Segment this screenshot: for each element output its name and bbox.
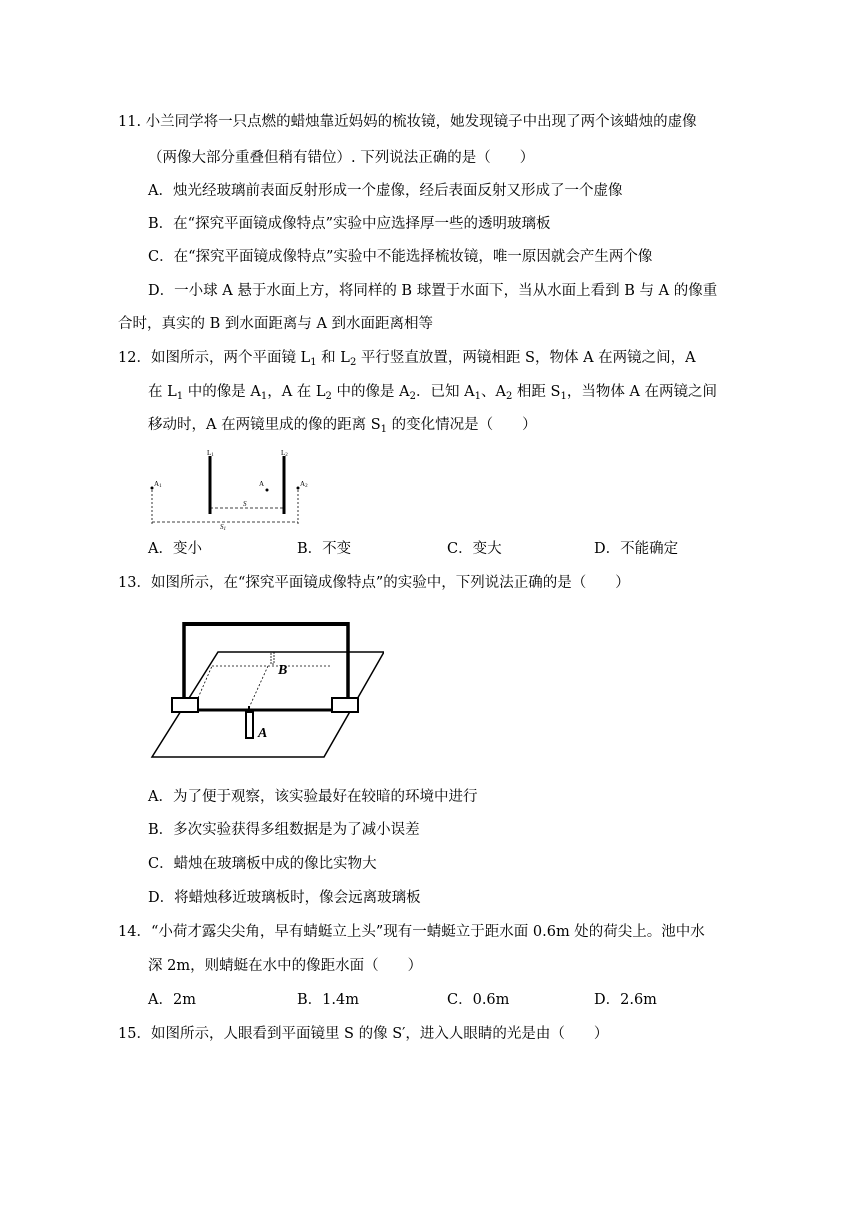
- q13-option-c: C．蜡烛在玻璃板中成的像比实物大: [148, 856, 377, 872]
- q13-option-b: B．多次实验获得多组数据是为了减小误差: [148, 822, 420, 838]
- q11-option-d-line2: 合时，真实的 B 到水面距离与 A 到水面距离相等: [118, 316, 434, 332]
- q14-option-d: D．2.6m: [594, 992, 657, 1008]
- q14-option-a: A．2m: [148, 992, 196, 1008]
- q12-line3: 移动时，A 在两镜里成的像的距离 $S_1$ 的变化情况是（ ）: [148, 417, 537, 435]
- point-a: [266, 489, 269, 492]
- q11-option-a: A．烛光经玻璃前表面反射形成一个虚像，经后表面反射又形成了一个虚像: [148, 183, 623, 199]
- q12-option-c: C．变大: [447, 541, 502, 557]
- q15-line1: 15．如图所示，人眼看到平面镜里 S 的像 S′，进入人眼睛的光是由（ ）: [118, 1026, 609, 1042]
- q11-option-c: C．在“探究平面镜成像特点”实验中不能选择梳妆镜，唯一原因就会产生两个像: [148, 249, 653, 265]
- label-b: B: [278, 663, 288, 678]
- label-a2: A2: [300, 480, 308, 489]
- q11-line2: （两像大部分重叠但稍有错位）. 下列说法正确的是（ ）: [148, 150, 535, 166]
- q12-line1: 12．如图所示，两个平面镜 $L_1$ 和 $L_2$ 平行竖直放置，两镜相距 S，物体 A 在两镜之间，A: [118, 350, 696, 368]
- q13-option-a: A．为了便于观察，该实验最好在较暗的环境中进行: [148, 789, 478, 805]
- q14-option-b: B．1.4m: [297, 992, 359, 1008]
- q11-option-d-line1: D．一小球 A 悬于水面上方，将同样的 B 球置于水面下，当从水面上看到 B 与 A 的像重: [148, 283, 718, 299]
- candle-b: [271, 652, 274, 664]
- label-l1: L1: [207, 449, 214, 458]
- q14-line2: 深 2m，则蜻蜓在水中的像距水面（ ）: [148, 958, 423, 974]
- q13-option-d: D．将蜡烛移近玻璃板时，像会远离玻璃板: [148, 890, 421, 906]
- q11-line1: 11. 小兰同学将一只点燃的蜡烛靠近妈妈的梳妆镜，她发现镜子中出现了两个该蜡烛的虚像: [118, 114, 697, 130]
- label-l2: L2: [281, 449, 288, 458]
- q14-option-c: C．0.6m: [447, 992, 510, 1008]
- label-a: A: [259, 480, 265, 488]
- label-s1: S1: [220, 523, 226, 532]
- q13-line1: 13．如图所示，在“探究平面镜成像特点”的实验中，下列说法正确的是（ ）: [118, 575, 630, 591]
- q13-experiment-figure: [148, 612, 384, 764]
- q12-option-d: D．不能确定: [594, 541, 679, 557]
- q12-mirrors-figure: [140, 446, 320, 532]
- label-s: S: [243, 500, 247, 508]
- q14-line1: 14．“小荷才露尖尖角，早有蜻蜓立上头”现有一蜻蜓立于距水面 0.6m 处的荷尖上。池中水: [118, 924, 705, 940]
- label-a1: A1: [154, 480, 162, 489]
- support-left: [172, 698, 198, 712]
- q12-option-b: B．不变: [297, 541, 352, 557]
- q11-option-b: B．在“探究平面镜成像特点”实验中应选择厚一些的透明玻璃板: [148, 216, 551, 232]
- q12-option-a: A．变小: [148, 541, 202, 557]
- q12-line2: 在 $L_1$ 中的像是 $A_1$，A 在 $L_2$ 中的像是 $A_2$．已知 $A_1$、$A_2$ 相距 $S_1$，当物体 A 在两镜之间: [148, 384, 718, 402]
- support-right: [332, 698, 358, 712]
- label-a: A: [258, 726, 268, 741]
- candle-a: [246, 712, 253, 738]
